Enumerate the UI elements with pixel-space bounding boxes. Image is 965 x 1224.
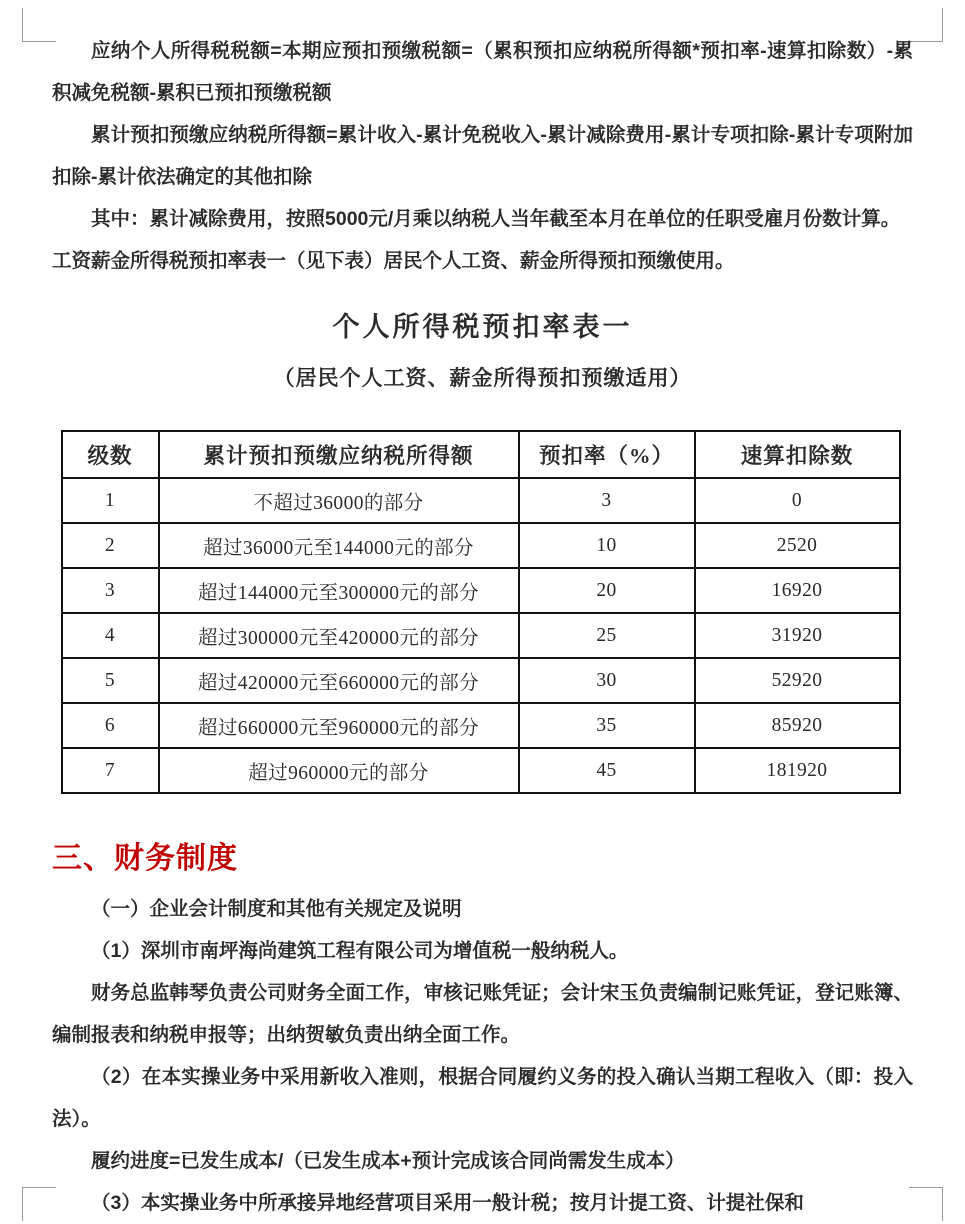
cell-deduction: 85920 bbox=[695, 703, 900, 748]
cell-rate: 3 bbox=[519, 478, 695, 523]
rate-table-subtitle: （居民个人工资、薪金所得预扣预缴适用） bbox=[273, 367, 692, 390]
paragraph-taxable-amount-formula: 应纳个人所得税税额=本期应预扣预缴税额=（累积预扣应纳税所得额*预扣率-速算扣除数）-累积减免税额-累积已预扣预缴税额 bbox=[52, 40, 913, 104]
rate-table-title: 个人所得税预扣率表一 bbox=[332, 312, 633, 342]
cell-level: 1 bbox=[62, 478, 159, 523]
column-header-deduction: 速算扣除数 bbox=[695, 431, 900, 478]
paragraph-accounting-system-intro: （一）企业会计制度和其他有关规定及说明 bbox=[91, 898, 462, 920]
page-margin-mark-bottom-left bbox=[22, 1187, 56, 1221]
withholding-rate-table bbox=[61, 430, 901, 794]
paragraph-staff-responsibilities: 财务总监韩琴负责公司财务全面工作，审核记账凭证；会计宋玉负责编制记账凭证，登记账簿、编制报表和纳税申报等；出纳贺敏负责出纳全面工作。 bbox=[52, 982, 913, 1046]
cell-range: 超过36000元至144000元的部分 bbox=[159, 523, 519, 568]
page-margin-mark-top-left bbox=[22, 8, 56, 42]
cell-level: 2 bbox=[62, 523, 159, 568]
document-body-column bbox=[52, 30, 913, 1224]
table-row bbox=[62, 658, 900, 703]
cell-deduction: 181920 bbox=[695, 748, 900, 793]
paragraph-progress-formula: 履约进度=已发生成本/（已发生成本+预计完成该合同尚需发生成本） bbox=[91, 1150, 685, 1172]
rate-table-caption bbox=[52, 304, 913, 402]
table-row bbox=[62, 613, 900, 658]
paragraph-cumulative-income-formula: 累计预扣预缴应纳税所得额=累计收入-累计免税收入-累计减除费用-累计专项扣除-累计专项附加扣除-累计依法确定的其他扣除 bbox=[52, 124, 913, 188]
table-row bbox=[62, 703, 900, 748]
cell-range: 不超过36000的部分 bbox=[159, 478, 519, 523]
cell-level: 6 bbox=[62, 703, 159, 748]
paragraph-company-taxpayer-status: （1）深圳市南坪海尚建筑工程有限公司为增值税一般纳税人。 bbox=[91, 940, 629, 962]
column-header-level: 级数 bbox=[62, 431, 159, 478]
cell-deduction: 16920 bbox=[695, 568, 900, 613]
page-margin-mark-bottom-right bbox=[909, 1187, 943, 1221]
cell-rate: 10 bbox=[519, 523, 695, 568]
cell-deduction: 0 bbox=[695, 478, 900, 523]
paragraph-deduction-note: 其中：累计减除费用，按照5000元/月乘以纳税人当年截至本月在单位的任职受雇月份数计算。 bbox=[91, 208, 901, 230]
column-header-range: 累计预扣预缴应纳税所得额 bbox=[159, 431, 519, 478]
cell-rate: 25 bbox=[519, 613, 695, 658]
cell-deduction: 2520 bbox=[695, 523, 900, 568]
table-body bbox=[62, 478, 900, 793]
cell-range: 超过144000元至300000元的部分 bbox=[159, 568, 519, 613]
cell-level: 3 bbox=[62, 568, 159, 613]
cell-level: 4 bbox=[62, 613, 159, 658]
formula-paragraphs bbox=[52, 30, 913, 282]
paragraph-table-reference: 工资薪金所得税预扣率表一（见下表）居民个人工资、薪金所得预扣预缴使用。 bbox=[52, 250, 735, 272]
cell-level: 7 bbox=[62, 748, 159, 793]
table-row bbox=[62, 568, 900, 613]
table-row bbox=[62, 748, 900, 793]
table-row bbox=[62, 478, 900, 523]
cell-level: 5 bbox=[62, 658, 159, 703]
cell-rate: 30 bbox=[519, 658, 695, 703]
cell-rate: 35 bbox=[519, 703, 695, 748]
cell-range: 超过660000元至960000元的部分 bbox=[159, 703, 519, 748]
page-margin-mark-top-right bbox=[909, 8, 943, 42]
cell-range: 超过960000元的部分 bbox=[159, 748, 519, 793]
cell-rate: 45 bbox=[519, 748, 695, 793]
section-paragraphs bbox=[52, 888, 913, 1224]
table-header-row bbox=[62, 431, 900, 478]
cell-range: 超过420000元至660000元的部分 bbox=[159, 658, 519, 703]
cell-deduction: 31920 bbox=[695, 613, 900, 658]
cell-rate: 20 bbox=[519, 568, 695, 613]
section-heading-financial-system: 三、财务制度 bbox=[52, 842, 238, 875]
table-row bbox=[62, 523, 900, 568]
column-header-rate: 预扣率（%） bbox=[519, 431, 695, 478]
paragraph-remote-project-taxation: （3）本实操业务中所承接异地经营项目采用一般计税；按月计提工资、计提社保和 bbox=[91, 1192, 804, 1214]
cell-deduction: 52920 bbox=[695, 658, 900, 703]
cell-range: 超过300000元至420000元的部分 bbox=[159, 613, 519, 658]
rate-table-container bbox=[52, 430, 913, 794]
paragraph-revenue-standard: （2）在本实操业务中采用新收入准则，根据合同履约义务的投入确认当期工程收入（即：投入法）。 bbox=[52, 1066, 913, 1130]
